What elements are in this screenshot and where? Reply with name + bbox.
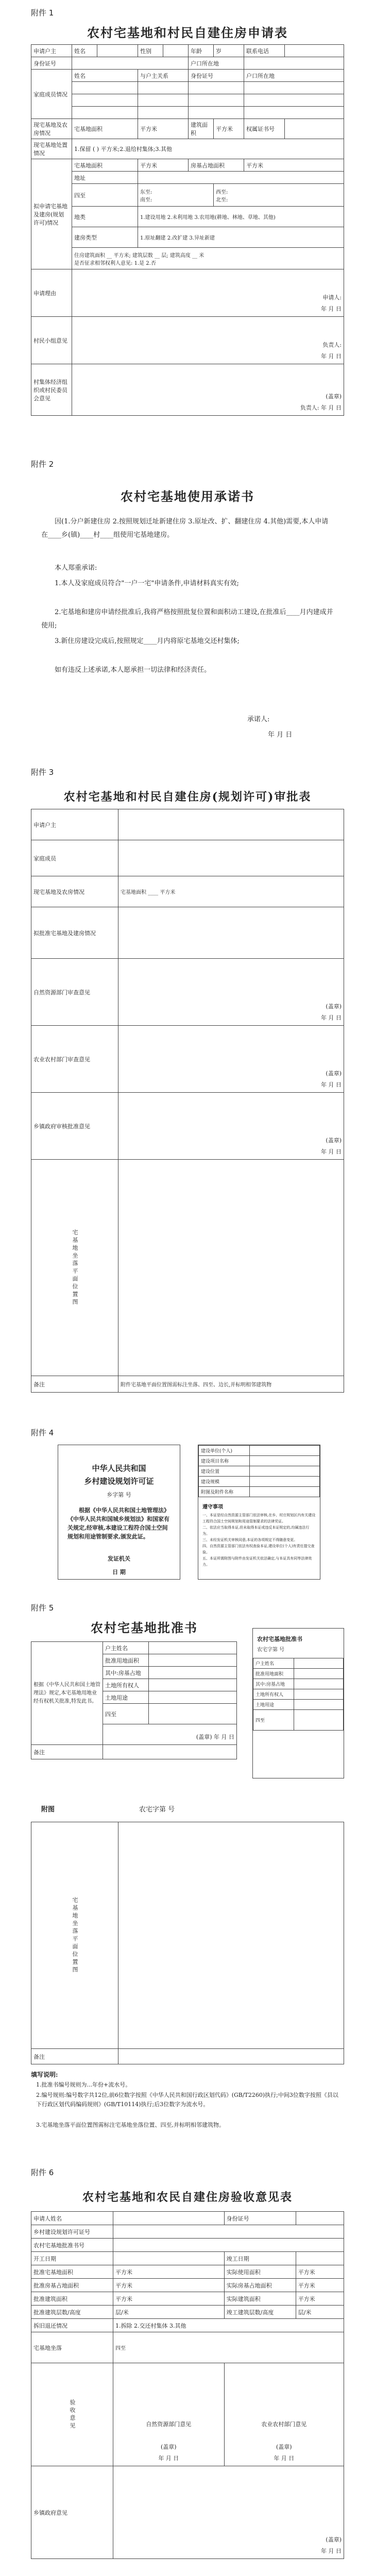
pledge-signer: 承诺人: (247, 716, 270, 723)
pledge-item-2: 2.宅基地和建房申请经批准后,我将严格按照批复位置和面积动工建设,在批准后____月内建成并使用; (41, 608, 333, 630)
age-field[interactable]: 岁 (214, 45, 244, 57)
attachment-4-label: 附件 4 (31, 1428, 54, 1437)
attachment-6-label: 附件 6 (31, 2168, 54, 2177)
attachment-1-label: 附件 1 (31, 8, 54, 18)
pledge-intro: 因(1.分户新建住房 2.按照规划迁址新建住房 3.原址改、扩、翻建住房 4.其他)需要,本人申请在____乡(镇)____村____组使用宅基地建房。 (41, 518, 329, 539)
gender-field[interactable] (163, 45, 189, 57)
attachment-6-title: 农村宅基地和农民自建住房验收意见表 (82, 2191, 293, 2204)
attachment-5-title: 农村宅基地批准书 (91, 1620, 198, 1635)
permit-certificate-left: 中华人民共和国 乡村建设规划许可证 乡字第 号 根据《中华人民共和国土地管理法》《中华人民共和国城乡规划法》和国家有关规定,经审核,本建设工程符合国土空间规划和用途管制要求,颁发此证。 发证机关 日 期 (58, 1445, 180, 1580)
permit-certificate-right: 建设单位(个人) 建设项目名称 建设位置 建设规模 附图及附件名称 遵守事项 一、本证是经自然资源主管部门依法审核,在乡、村庄规划区内有关建设工程符合国土空间规划和用途管制要求的法律凭证。 二、依法应当取得本证,但未取得本证或违反本证规定的,均属违法行为。 三、未经发证机关审核同意,本证的各项规定不得随意变更。 四、自然资源主管部门依法有权查验本证,建设单位(个人)有责任提交查验。 五、本证所需附图与附件由发证机关依法确定,与本证具有同等法律效力。 (198, 1445, 320, 1580)
notes-heading: 填写说明: (31, 2071, 58, 2078)
note-1: 1.批准书编号规则为...年份+流水号。 (36, 2081, 131, 2088)
subsidiary-attach-label: 附图 (41, 1806, 55, 1814)
household-location-field[interactable] (244, 57, 344, 70)
site-map-table: 宅基地坐落平面位置图 备注 (31, 1822, 344, 2064)
pledge-item-3: 3.新住房建设完成后,按照规定____月内将原宅基地交还村集体; (55, 637, 240, 645)
acceptance-table: 申请人姓名 身份证号 乡村建设规划许可证号 农村宅基地批准书号 开工日期 竣工日期 批准宅基地面积 平方米 实际使用面积 平方米 批准房基占地面积 平方米 实际房基占地面积 平方米 批准建筑面积 平方米 实际建筑面积 平方米 批准建筑层数/高度 层/米 竣工建筑层数/高度 层/米 拆旧退还情况 1.拆除 2.交还村集体 3.其他 宅基地坐落 四至 验收意见 自然资源部门意见 (盖章) 年 月 日 农业农村部门意见 (盖章) 年 月 日 乡镇政府意见 (盖章) 年 月 日 (31, 2211, 344, 2559)
attachment-3-label: 附件 3 (31, 768, 54, 777)
phone-field[interactable] (285, 45, 344, 57)
subsidiary-number: 农宅字第 号 (139, 1806, 175, 1814)
attachment-3-title: 农村宅基地和村民自建住房(规划许可)审批表 (63, 790, 312, 804)
attachment-1-title: 农村宅基地和村民自建住房申请表 (87, 25, 288, 40)
attachment-2-title: 农村宅基地使用承诺书 (121, 489, 254, 504)
pledge-date: 年 月 日 (268, 731, 293, 739)
attachment-5-label: 附件 5 (31, 1603, 54, 1613)
id-number-field[interactable] (72, 57, 189, 70)
application-form-table: 申请户主 姓名 性别 年龄 岁 联系电话 身份证号 户口所在地 家庭成员情况 姓名 与户主关系 身份证号 户口所在地 现宅基地及农房情况 宅基地面积 平方米 建筑面积 平方米 权属证书号 现宅基地处置情况 1.保留 ( ) 平方米;2.退给村集体;3.其他 拟申请宅基地及建房(规划许可)情况 宅基地面积 平方米 房基占地面积 平方米 地址 四至 东至: 南至: 西至: 北至: 地类 1.建设用地 2.未利用地 3.农用地(耕地、林地、草地、其他) 建房类型 1.原址翻建 2.改扩建 3.异址新建 住房建筑面积 __ 平方米; 建筑层数 __ 层; 建筑高度 __ 米 是否征求相邻权利人意见: 1.是 2.否 申请理由 申请人: 年 月 日 村民小组意见 负责人: 年 月 日 村集体经济组织或村民委员会意见 (盖章) 负责人: 年 月 日 (31, 44, 344, 416)
approval-certificate-stub: 农村宅基地批准书 农宅字第 号 户主姓名 批准用地面积 其中:房基占地 土地所有权人 土地用途 四至 (252, 1628, 344, 1778)
note-2: 2.编号规则:编号数字共12位,前6位数字按照《中华人民共和国行政区划代码》(GB/T2260)执行;中间3位数字按照《县以下行政区划代码编码规则》(GB/T10114)执行;后3位数字为流水号。 (36, 2092, 338, 2108)
pledge-item-1: 1.本人及家庭成员符合"一户一宅"申请条件,申请材料真实有效; (55, 580, 239, 587)
pledge-heading: 本人郑重承诺: (55, 564, 97, 572)
approval-certificate-table: 根据《中华人民共和国土地管理法》规定,本宅基地用地业经有权机关批准,特发此书。 户主姓名 批准用地面积 其中:房基占地 土地所有权人 土地用途 四至 (盖章) 年 月 日 备注 (31, 1641, 237, 1759)
pledge-item-4: 如有违反上述承诺,本人愿承担一切法律和经济责任。 (55, 666, 211, 674)
attachment-2-label: 附件 2 (31, 460, 54, 469)
applicant-name-field[interactable] (97, 45, 138, 57)
approval-table: 申请户主 家庭成员 现宅基地及农房情况 宅基地面积 ____ 平方米 拟批准宅基地及建房情况 自然资源部门审查意见 (盖章) 年 月 日 农业农村部门审查意见 (盖章) 年 月 日 乡镇政府审核批准意见 (盖章) 年 月 日 宅基地坐落平面位置图 备注 附件宅基地平面位置图需标注坐落、四至、边长,并标明相邻建筑物 (31, 809, 344, 1393)
note-3: 3.宅基地坐落平面位置图需标注宅基地坐落位置、四至,并标明相邻建筑物。 (36, 2122, 225, 2128)
